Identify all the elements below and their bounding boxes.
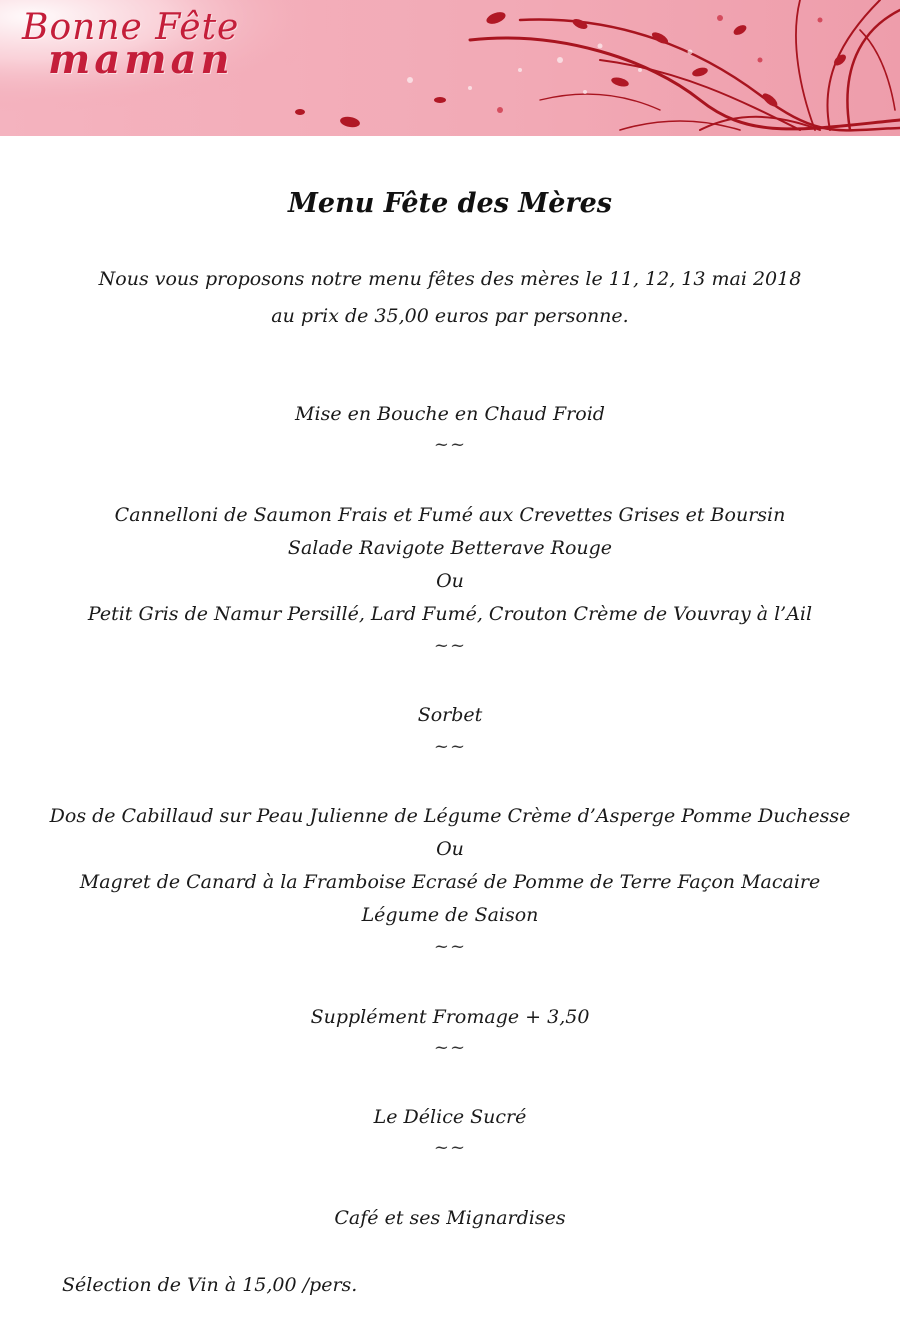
separator: ~~ (433, 936, 467, 957)
main-b-line2: Légume de Saison (361, 904, 539, 926)
starter-b: Petit Gris de Namur Persillé, Lard Fumé, Crouton Crème de Vouvray à l’Ail (87, 603, 813, 625)
main-b-line1: Magret de Canard à la Framboise Ecrasé de Pomme de Terre Façon Macaire (79, 871, 821, 893)
intro-line1: Nous vous proposons notre menu fêtes des mères le 11, 12, 13 mai 2018 (98, 268, 802, 290)
course-sorbet: Sorbet (417, 704, 483, 726)
banner-title-line2: maman (48, 36, 234, 83)
separator: ~~ (433, 434, 467, 455)
main-a: Dos de Cabillaud sur Peau Julienne de Légume Crème d’Asperge Pomme Duchesse (49, 805, 851, 827)
starter-a-line2: Salade Ravigote Betterave Rouge (287, 537, 613, 559)
intro-line2: au prix de 35,00 euros par personne. (271, 305, 629, 327)
starter-a-line1: Cannelloni de Saumon Frais et Fumé aux Crevettes Grises et Boursin (114, 504, 786, 526)
header-banner (0, 0, 900, 136)
or-label: Ou (436, 838, 464, 860)
menu-title: Menu Fête des Mères (288, 188, 612, 219)
separator: ~~ (433, 736, 467, 757)
course-dessert: Le Délice Sucré (373, 1106, 527, 1128)
wine-selection: Sélection de Vin à 15,00 /pers. (62, 1274, 358, 1296)
separator: ~~ (433, 635, 467, 656)
course-coffee: Café et ses Mignardises (334, 1207, 566, 1229)
course-cheese: Supplément Fromage + 3,50 (310, 1006, 590, 1028)
course-mise-en-bouche: Mise en Bouche en Chaud Froid (295, 403, 605, 425)
separator: ~~ (433, 1137, 467, 1158)
banner-title (22, 7, 240, 83)
separator: ~~ (433, 1037, 467, 1058)
or-label: Ou (436, 570, 464, 592)
banner-title-line1: Bonne Fête (22, 7, 240, 48)
